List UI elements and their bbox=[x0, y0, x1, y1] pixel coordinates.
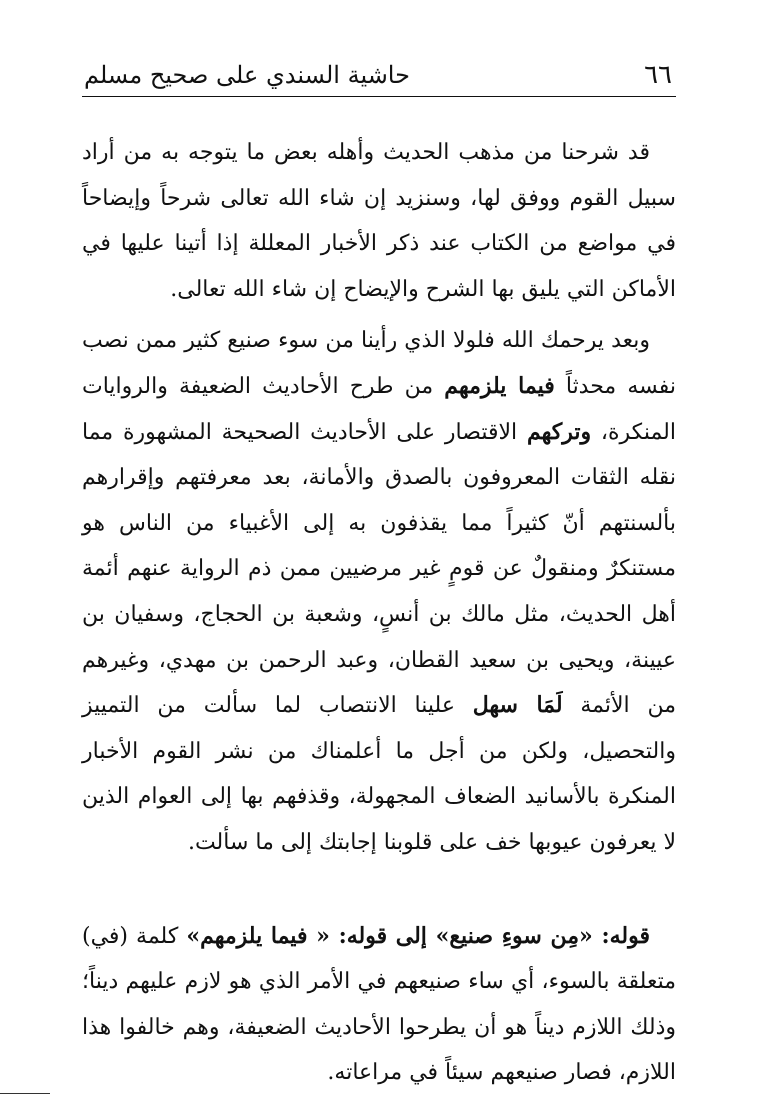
paragraph-2-bold-3: لَمَا سهل bbox=[472, 692, 563, 719]
page-header bbox=[82, 56, 676, 97]
paragraph-2-part-4: علينا الانتصاب لما سألت من التمييز والتحصيل، ولكن من أجل ما أعلمناك من نشر القوم الأخبار المنكرة بالأسانيد الضعاف المجهولة، وقذفهم بها إلى العوام الذين لا يعرفون عيوبها خف على قلوبنا إجابتك إلى ما سألت. bbox=[82, 693, 676, 855]
paragraph-2-part-2: من طرح الأحاديث الضعيفة والروايات المنكرة، bbox=[82, 373, 676, 445]
paragraph-1: قد شرحنا من مذهب الحديث وأهله بعض ما يتوجه به من أراد سبيل القوم ووفق لها، وسنزيد إن شاء الله تعالى شرحاً وإيضاحاً في مواضع من الكتاب عند ذكر الأخبار المعللة إذا أتينا عليها في الأماكن التي يليق بها الشرح والإيضاح إن شاء الله تعالى. bbox=[82, 140, 676, 302]
paragraph-2-part-3: الاقتصار على الأحاديث الصحيحة المشهورة مما نقله الثقات المعروفون بالصدق والأمانة، بعد معرفتهم وإقرارهم بألسنتهم أنّ كثيراً مما يقذفون به إلى الأغبياء من الناس هو مستنكرٌ ومنقولٌ عن قومٍ غير مرضيين ممن ذم الرواية عنهم أئمة أهل الحديث، مثل مالك بن أنسٍ، وشعبة بن الحجاج، وسفيان بن عيينة، ويحيى بن سعيد القطان، وعبد الرحمن بن مهدي، وغيرهم من الأئمة bbox=[82, 419, 677, 719]
paragraph-2-bold-2: وتركهم bbox=[526, 418, 592, 445]
commentary-text: كلمة (في) متعلقة بالسوء، أي ساء صنيعهم في الأمر الذي هو لازم عليهم ديناً؛ وذلك اللازم ديناً هو أن يطرحوا الأحاديث الضعيفة، وهم خالفوا هذا اللازم، فصار صنيعهم سيئاً في مراعاته. bbox=[82, 923, 676, 1086]
body-text bbox=[82, 130, 676, 1096]
running-title: حاشية السندي على صحيح مسلم bbox=[84, 61, 410, 89]
paragraph-2-bold-1: فيما يلزمهم bbox=[444, 372, 555, 399]
paragraph-2 bbox=[82, 318, 676, 865]
page-number: ٦٦ bbox=[644, 60, 672, 90]
paragraph-2-part-1: وبعد يرحمك الله فلولا الذي رأينا من سوء صنيع كثير ممن نصب نفسه محدثاً bbox=[82, 328, 676, 399]
section-gap bbox=[82, 866, 676, 914]
paragraph-3 bbox=[82, 914, 676, 1096]
commentary-lemma: قوله: «مِن سوءِ صنيع» إلى قوله: « فيما يلزمهم» bbox=[186, 922, 650, 949]
